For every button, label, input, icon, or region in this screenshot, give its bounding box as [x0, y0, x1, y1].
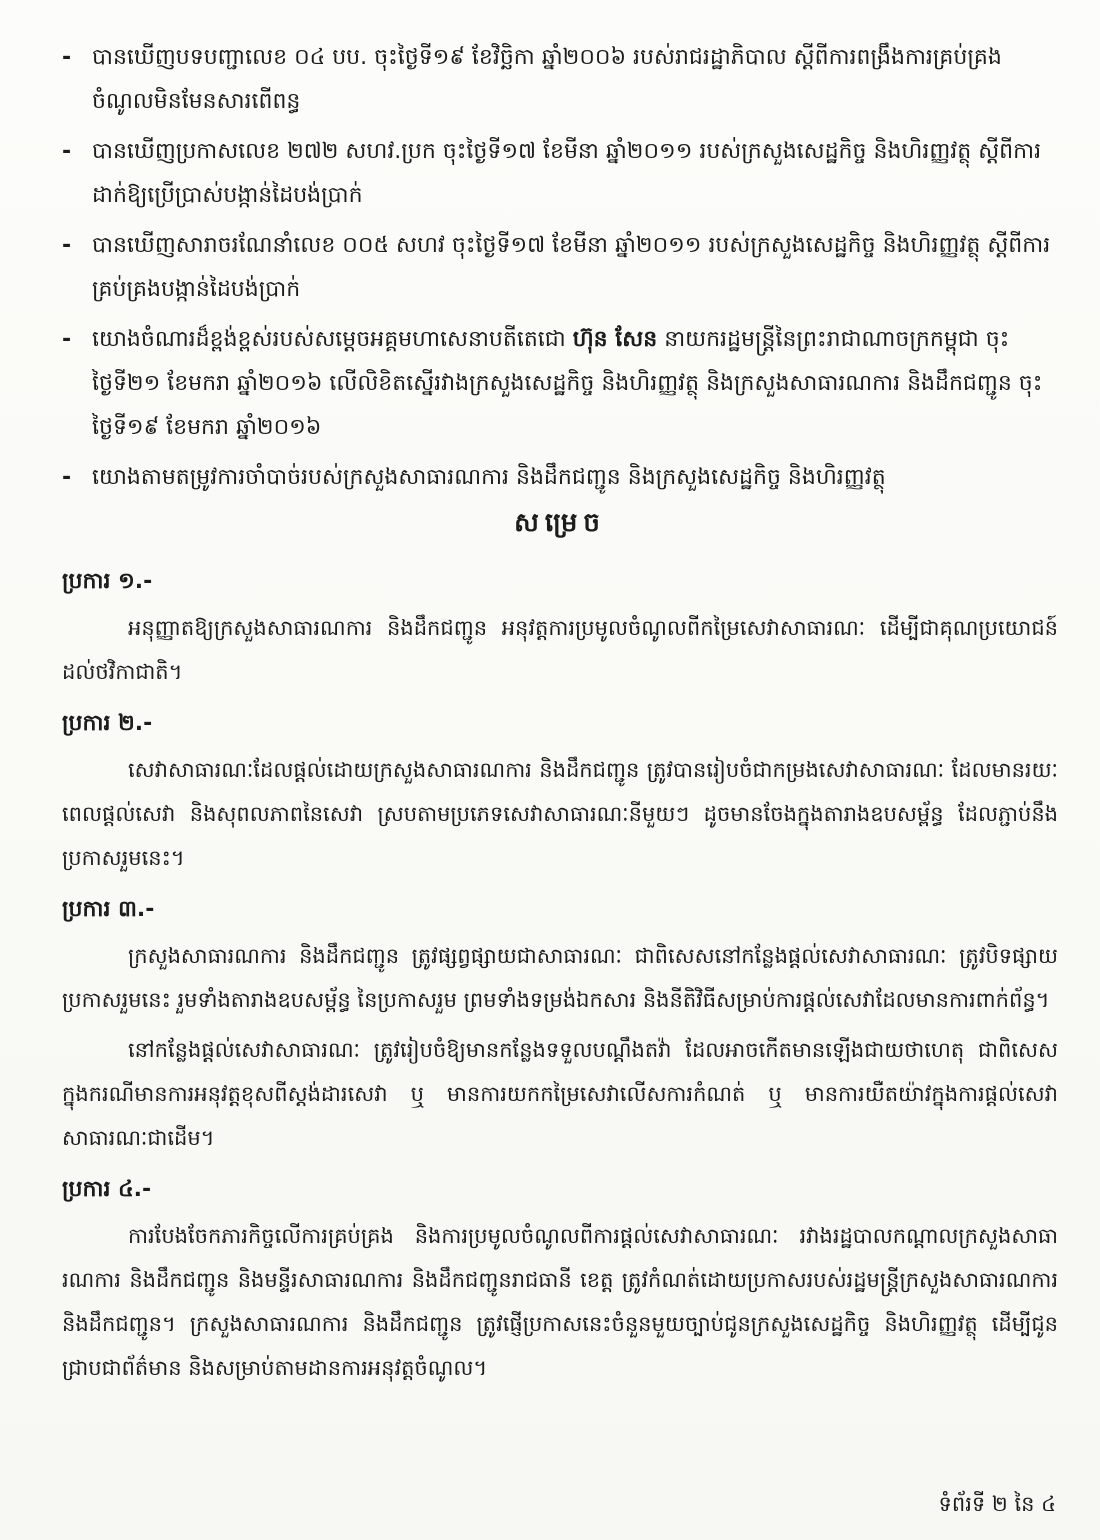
preamble-bold-name: ហ៊ុន សែន [572, 327, 658, 352]
article-paragraph: សេវាសាធារណៈដែលផ្តល់ដោយក្រសួងសាធារណការ និងដឹកជញ្ជូន ត្រូវបានរៀបចំជាកម្រងសេវាសាធារណៈ ដែលមានរយៈពេលផ្តល់សេវា និងសុពលភាពនៃសេវា ស្របតាមប្រភេទសេវាសាធារណៈនីមួយៗ ដូចមានចែងក្នុងតារាងឧបសម្ព័ន្ធ ដែលភ្ជាប់នឹងប្រកាសរួមនេះ។ [62, 758, 1058, 870]
article-heading: ប្រការ ៣.- [62, 897, 155, 922]
bullet-dash: - [62, 465, 72, 490]
preamble-text: បានឃើញបទបញ្ជាលេខ ០៤ បប. ចុះថ្ងៃទី១៩ ខែវិច្ឆិកា ឆ្នាំ២០០៦ របស់រាជរដ្ឋាភិបាល ស្តីពីការពង្រឹងការគ្រប់គ្រងចំណូលមិនមែនសារពើពន្ធ [92, 45, 1002, 114]
article-paragraph: នៅកន្លែងផ្តល់សេវាសាធារណៈ ត្រូវរៀបចំឱ្យមានកន្លែងទទួលបណ្តឹងតវ៉ា ដែលអាចកើតមានឡើងជាយថាហេតុ ជាពិសេសក្នុងករណីមានការអនុវត្តខុសពីស្តង់ដារសេវា ឬ មានការយកកម្រៃសេវាលើសការកំណត់ ឬ មានការយឺតយ៉ាវក្នុងការផ្តល់សេវាសាធារណៈជាដើម។ [62, 1038, 1058, 1150]
article-paragraph: អនុញ្ញាតឱ្យក្រសួងសាធារណការ និងដឹកជញ្ជូន អនុវត្តការប្រមូលចំណូលពីកម្រៃសេវាសាធារណៈ ដើម្បីជាគុណប្រយោជន៍ដល់ថវិកាជាតិ។ [62, 616, 1058, 684]
article-heading: ប្រការ ១.- [62, 569, 153, 594]
preamble-item [62, 224, 1058, 312]
article-heading: ប្រការ ២.- [62, 711, 153, 736]
article-paragraph: ក្រសួងសាធារណការ និងដឹកជញ្ជូន ត្រូវផ្សព្វផ្សាយជាសាធារណៈ ជាពិសេសនៅកន្លែងផ្តល់សេវាសាធារណៈ ត្រូវបិទផ្សាយប្រកាសរួមនេះ រួមទាំងតារាងឧបសម្ព័ន្ធ នៃប្រកាសរួម ព្រមទាំងទម្រង់ឯកសារ និងនីតិវិធីសម្រាប់ការផ្តល់សេវាដែលមានការពាក់ព័ន្ធ។ [62, 944, 1058, 1012]
bullet-dash: - [62, 139, 72, 164]
preamble-text: យោងចំណារដ៏ខ្ពង់ខ្ពស់របស់សម្តេចអគ្គមហាសេនាបតីតេជោ [92, 327, 573, 352]
article-2 [62, 704, 1058, 880]
article-paragraph: ការបែងចែកភារកិច្ចលើការគ្រប់គ្រង និងការប្រមូលចំណូលពីការផ្តល់សេវាសាធារណៈ រវាងរដ្ឋបាលកណ្តាលក្រសួងសាធារណការ និងដឹកជញ្ជូន និងមន្ទីរសាធារណការ និងដឹកជញ្ជូនរាជធានី ខេត្ត ត្រូវកំណត់ដោយប្រកាសរបស់រដ្ឋមន្ត្រីក្រសួងសាធារណការ និងដឹកជញ្ជូន។ ក្រសួងសាធារណការ និងដឹកជញ្ជូន ត្រូវផ្ញើប្រកាសនេះចំនួនមួយច្បាប់ជូនក្រសួងសេដ្ឋកិច្ច និងហិរញ្ញវត្ថុ ដើម្បីជូនជ្រាបជាព័ត៌មាន និងសម្រាប់តាមដានការអនុវត្តចំណូល។ [62, 1224, 1058, 1380]
page-number: ទំព័រទី ២ នៃ ៤ [938, 1492, 1056, 1516]
preamble-item [62, 456, 1058, 500]
article-1 [62, 562, 1058, 694]
bullet-dash: - [62, 233, 72, 258]
article-4 [62, 1170, 1058, 1390]
decision-title: សម្រេច [514, 508, 606, 538]
article-heading: ប្រការ ៤.- [62, 1177, 152, 1202]
preamble-text: យោងតាមតម្រូវការចាំបាច់របស់ក្រសួងសាធារណការ និងដឹកជញ្ជូន និងក្រសួងសេដ្ឋកិច្ច និងហិរញ្ញវត្ថុ [92, 465, 886, 490]
preamble-item [62, 318, 1058, 450]
preamble-item [62, 36, 1058, 124]
preamble-text: បានឃើញប្រកាសលេខ ២៧២ សហវ.ប្រក ចុះថ្ងៃទី១៧ ខែមីនា ឆ្នាំ២០១១ របស់ក្រសួងសេដ្ឋកិច្ច និងហិរញ្ញវត្ថុ ស្តីពីការដាក់ឱ្យប្រើប្រាស់បង្កាន់ដៃបង់ប្រាក់ [92, 139, 1042, 208]
preamble-text: នាយករដ្ឋមន្ត្រីនៃព្រះរាជាណាចក្រកម្ពុជា ចុះថ្ងៃទី២១ ខែមករា ឆ្នាំ២០១៦ លើលិខិតស្នើរវាងក្រសួងសេដ្ឋកិច្ច និងហិរញ្ញវត្ថុ និងក្រសួងសាធារណការ និងដឹកជញ្ជូន ចុះថ្ងៃទី១៩ ខែមករា ឆ្នាំ២០១៦ [92, 327, 1043, 440]
bullet-dash: - [62, 327, 72, 352]
preamble-text: បានឃើញសារាចរណែនាំលេខ ០០៥ សហវ ចុះថ្ងៃទី១៧ ខែមីនា ឆ្នាំ២០១១ របស់ក្រសួងសេដ្ឋកិច្ច និងហិរញ្ញវត្ថុ ស្តីពីការគ្រប់គ្រងបង្កាន់ដៃបង់ប្រាក់ [92, 233, 1051, 302]
preamble-item [62, 130, 1058, 218]
article-3 [62, 890, 1058, 1160]
bullet-dash: - [62, 45, 72, 70]
preamble-list [62, 36, 1058, 500]
